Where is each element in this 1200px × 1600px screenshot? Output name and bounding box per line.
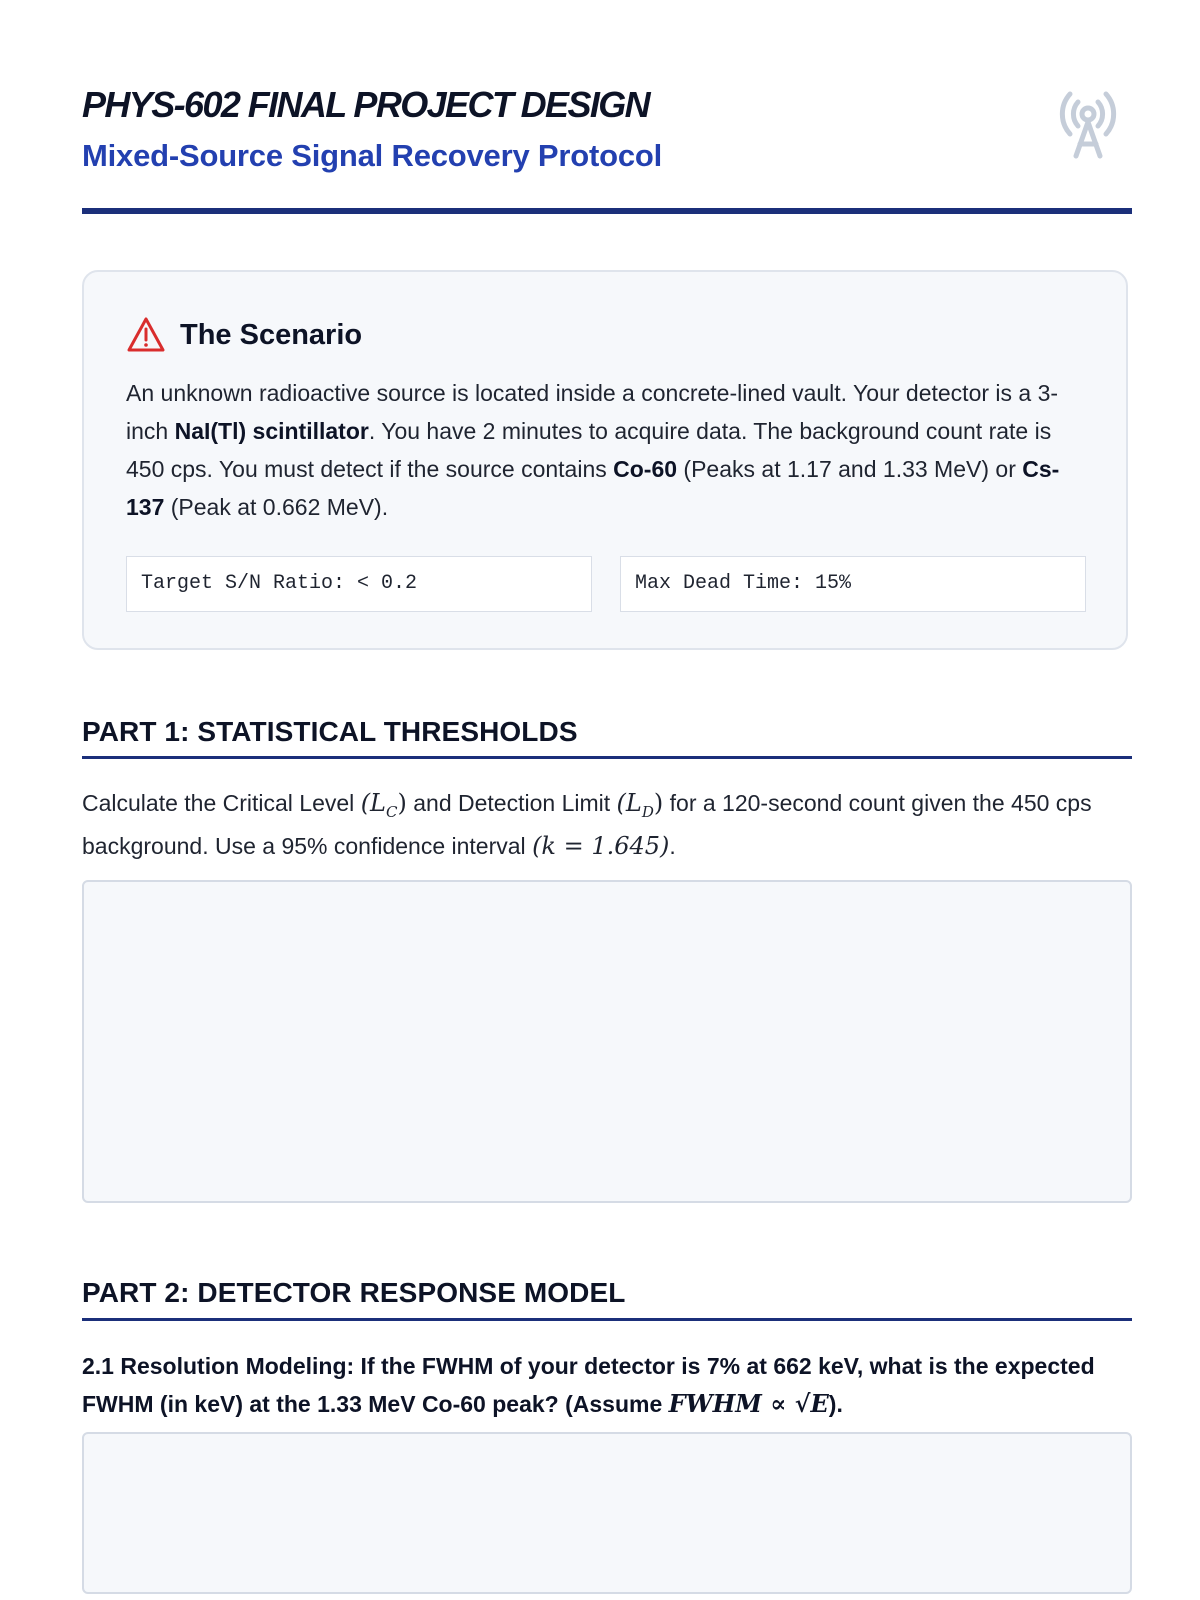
part2-answer-area[interactable] xyxy=(82,1432,1132,1594)
header-divider xyxy=(82,208,1132,214)
course-title: PHYS-602 FINAL PROJECT DESIGN xyxy=(82,84,650,125)
part2-question: 2.1 Resolution Modeling: If the FWHM of your detector is 7% at 662 keV, what is the expected FWHM (in keV) at the 1.33 MeV Co-60 peak? (Assume FWHM ∝ √E). xyxy=(82,1353,1095,1418)
part1-divider xyxy=(82,756,1132,759)
warning-triangle-icon xyxy=(126,316,166,354)
scenario-title: The Scenario xyxy=(180,318,363,351)
scenario-description: An unknown radioactive source is located inside a concrete-lined vault. Your detector is a 3-inch NaI(Tl) scintillator. You have 2 minutes to acquire data. The background count rate is 450 cps. You must detect if the source contains Co-60 (Peaks at 1.17 and 1.33 MeV) or Cs-137 (Peak at 0.662 MeV). xyxy=(126,380,1060,520)
max-dead-time-badge: Max Dead Time: 15% xyxy=(620,556,1086,612)
protocol-subtitle: Mixed-Source Signal Recovery Protocol xyxy=(82,138,663,173)
part1-heading: PART 1: STATISTICAL THRESHOLDS xyxy=(82,716,578,747)
scenario-header xyxy=(126,316,362,354)
page-header xyxy=(82,0,1132,218)
part2-divider xyxy=(82,1318,1132,1321)
part2-heading: PART 2: DETECTOR RESPONSE MODEL xyxy=(82,1277,626,1308)
target-sn-ratio-badge: Target S/N Ratio: < 0.2 xyxy=(126,556,592,612)
scenario-card xyxy=(82,270,1128,650)
document-page xyxy=(82,0,1132,1418)
part1-answer-area[interactable] xyxy=(82,880,1132,1203)
part1-question: Calculate the Critical Level $(L_C)$ and Detection Limit $(L_D)$ for a 120-second count given the 450 cps background. Use a 95% confidence interval (k = 1.645). xyxy=(82,789,1092,860)
radio-tower-icon xyxy=(1048,82,1128,162)
